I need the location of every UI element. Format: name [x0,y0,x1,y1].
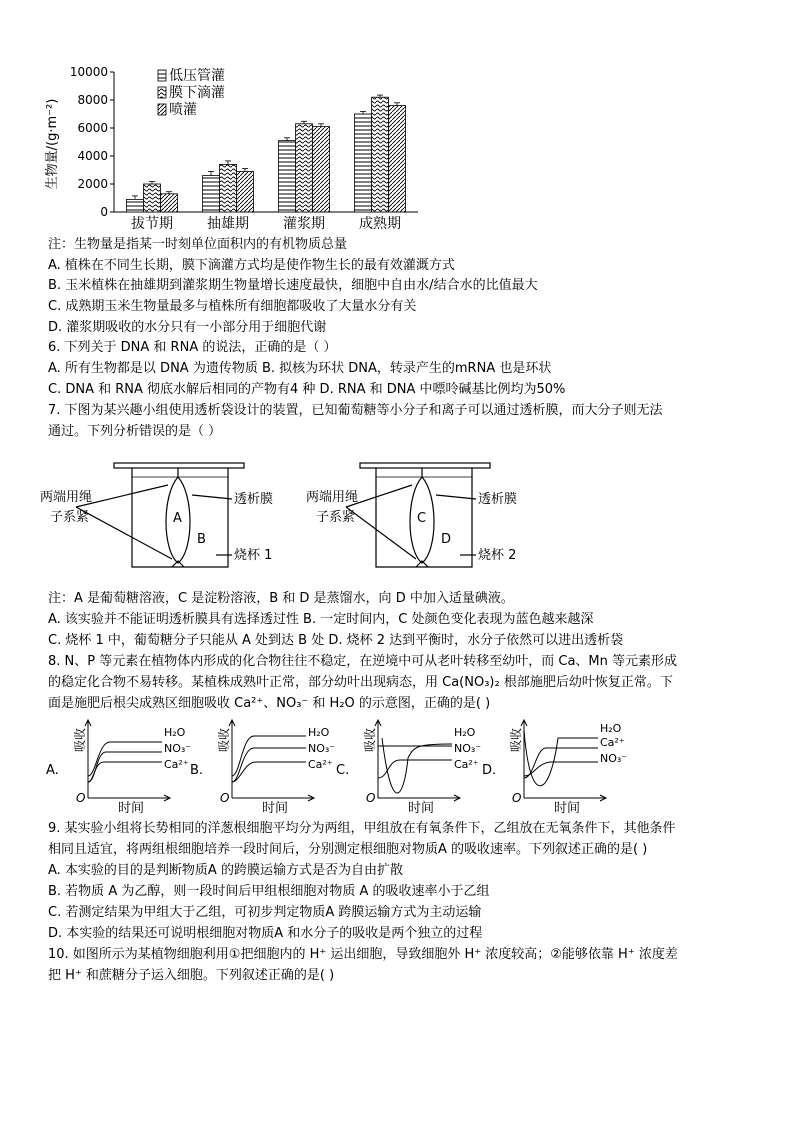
q9-stem-line1: 9. 某实验小组将长势相同的洋葱根细胞平均分为两组，甲组放在有氧条件下，乙组放在无氧条件下，其他条件 [48,821,676,836]
q6-options-cd: C. DNA 和 RNA 彻底水解后相同的产物有4 种 D. RNA 和 DNA 中嘌呤碱基比例均为50% [48,382,566,397]
legend-label: 膜下滴灌 [169,85,225,101]
q9-option-c: C. 若测定结果为甲组大于乙组，可初步判定物质A 跨膜运输方式为主动运输 [48,905,482,920]
q5-option-a: A. 植株在不同生长期，膜下滴灌方式均是使作物生长的最有效灌溉方式 [48,258,455,273]
beaker1-inner-label: A [173,511,182,526]
y-tick-label: 4000 [77,149,108,163]
option-letter: B. [190,763,204,778]
option-letter: A. [46,763,59,778]
bar [372,97,389,212]
beaker1-tie-label-1: 两端用绳 [40,490,93,505]
curve-label: NO₃⁻ [308,742,336,755]
beaker2-membrane-label: 透析膜 [478,492,518,507]
graph-x-label: 时间 [554,801,581,814]
curve-label: Ca²⁺ [164,758,189,771]
beaker2-outer-label: D [441,532,452,547]
curve-label: H₂O [600,722,622,735]
y-tick-label: 2000 [77,177,108,191]
absorption-curve [88,762,162,782]
legend-swatch [158,104,166,115]
q5-option-d: D. 灌浆期吸收的水分只有一小部分用于细胞代谢 [48,320,327,335]
q9-option-b: B. 若物质 A 为乙醇，则一段时间后甲组根细胞对物质 A 的吸收速率小于乙组 [48,884,490,899]
category-label: 拔节期 [131,216,173,232]
absorption-curve [524,730,598,786]
absorption-graphs [44,718,704,814]
curve-label: H₂O [164,726,186,739]
y-axis-label: 生物量/(g·m⁻²) [45,98,60,190]
bar [203,176,220,212]
bar [313,127,330,212]
beaker1-outer-label: B [197,532,206,547]
curve-label: NO₃⁻ [164,742,192,755]
chart-note: 注：生物量是指某一时刻单位面积内的有机物质总量 [48,237,348,252]
graph-x-label: 时间 [262,801,289,814]
beaker2-tie-label-1: 两端用绳 [306,490,359,505]
q6-stem: 6. 下列关于 DNA 和 RNA 的说法，正确的是（ ） [48,340,337,355]
q7-options-ab: A. 该实验并不能证明透析膜具有选择透过性 B. 一定时间内，C 处颜色变化表现为蓝色越来越深 [48,612,594,627]
bar [220,164,237,212]
bar [296,124,313,212]
q5-option-c: C. 成熟期玉米生物量最多与植株所有细胞都吸收了大量水分有关 [48,299,417,314]
curve-label: Ca²⁺ [600,736,625,749]
absorption-curve [524,748,598,778]
graph-x-label: 时间 [408,801,435,814]
graph-y-label: 吸收 [363,727,377,753]
biomass-bar-chart [40,56,430,236]
legend-label: 喷灌 [169,102,197,118]
category-label: 抽雄期 [207,216,249,232]
graph-origin: O [512,791,522,805]
absorption-curve [88,752,162,782]
q8-stem-line1: 8. N、P 等元素在植物体内形成的化合物往往不稳定，在逆境中可从老叶转移至幼叶，而 Ca、Mn 等元素形成 [48,654,677,669]
q7-note: 注：A 是葡萄糖溶液，C 是淀粉溶液，B 和 D 是蒸馏水，向 D 中加入适量碘液。 [48,591,514,606]
absorption-curve [232,748,306,782]
absorption-curve [378,760,452,778]
graph-origin: O [366,791,376,805]
graph-x-label: 时间 [118,801,145,814]
beaker1-membrane-label: 透析膜 [234,492,274,507]
absorption-curve [232,762,306,782]
q9-stem-line2: 相同且适宜，将两组根细胞培养一段时间后，分别测定根细胞对物质A 的吸收速率。下列叙述正确的是( ) [48,842,648,857]
legend-swatch [158,70,166,81]
q10-stem-line1: 10. 如图所示为某植物细胞利用①把细胞内的 H⁺ 运出细胞，导致细胞外 H⁺ 浓度较高；②能够依靠 H⁺ 浓度差 [48,947,678,962]
q7-stem-line1: 7. 下图为某兴趣小组使用透析袋设计的装置，已知葡萄糖等小分子和离子可以通过透析膜，而大分子则无法 [48,403,663,418]
category-label: 成熟期 [359,216,401,232]
option-letter: C. [336,763,350,778]
bar [389,106,406,212]
q5-option-b: B. 玉米植株在抽雄期到灌浆期生物量增长速度最快，细胞中自由水/结合水的比值最大 [48,278,538,293]
graph-y-label: 吸收 [217,727,231,753]
graph-y-label: 吸收 [73,727,87,753]
q8-stem-line3: 面是施肥后根尖成熟区细胞吸收 Ca²⁺、NO₃⁻ 和 H₂O 的示意图，正确的是( ) [48,696,491,711]
q7-options-cd: C. 烧杯 1 中，葡萄糖分子只能从 A 处到达 B 处 D. 烧杯 2 达到平衡时，水分子依然可以进出透析袋 [48,633,624,648]
curve-label: NO₃⁻ [600,752,628,765]
bar [161,194,178,212]
category-label: 灌浆期 [283,216,325,232]
curve-label: H₂O [454,726,476,739]
y-tick-label: 10000 [69,65,108,79]
beaker2-name-label: 烧杯 2 [478,548,517,563]
dialysis-bag-figure [40,455,580,585]
y-tick-label: 6000 [77,121,108,135]
q8-stem-line2: 的稳定化合物不易转移。某植株成熟叶正常，部分幼叶出现病态，用 Ca(NO₃)₂ 根部施肥后幼叶恢复正常。下 [48,675,673,690]
option-letter: D. [482,763,497,778]
graph-origin: O [76,791,86,805]
y-tick-label: 8000 [77,93,108,107]
beaker2-inner-label: C [417,511,427,526]
curve-label: NO₃⁻ [454,742,482,755]
curve-label: Ca²⁺ [454,758,479,771]
q9-option-a: A. 本实验的目的是判断物质A 的跨膜运输方式是否为自由扩散 [48,863,403,878]
beaker2-tie-label-2: 子系紧 [316,510,356,525]
beaker-1 [76,463,244,567]
absorption-curve [524,762,598,776]
legend-label: 低压管灌 [169,68,225,84]
bar [144,184,161,212]
graph-y-label: 吸收 [509,727,523,753]
beaker1-tie-label-2: 子系紧 [50,510,90,525]
q6-options-ab: A. 所有生物都是以 DNA 为遗传物质 B. 拟核为环状 DNA，转录产生的mRNA 也是环状 [48,361,552,376]
absorption-curve [232,736,306,776]
bar [355,114,372,212]
graph-origin: O [220,791,230,805]
q9-option-d: D. 本实验的结果还可说明根细胞对物质A 和水分子的吸收是两个独立的过程 [48,926,483,941]
legend-swatch [158,87,166,98]
q7-stem-line2: 通过。下列分析错误的是（ ） [48,424,222,439]
q10-stem-line2: 把 H⁺ 和蔗糖分子运入细胞。下列叙述正确的是( ) [48,968,335,983]
bar [127,199,144,212]
curve-label: Ca²⁺ [308,758,333,771]
curve-label: H₂O [308,726,330,739]
bar [237,171,254,212]
y-tick-label: 0 [100,205,108,219]
bar [279,141,296,212]
beaker1-name-label: 烧杯 1 [234,548,273,563]
